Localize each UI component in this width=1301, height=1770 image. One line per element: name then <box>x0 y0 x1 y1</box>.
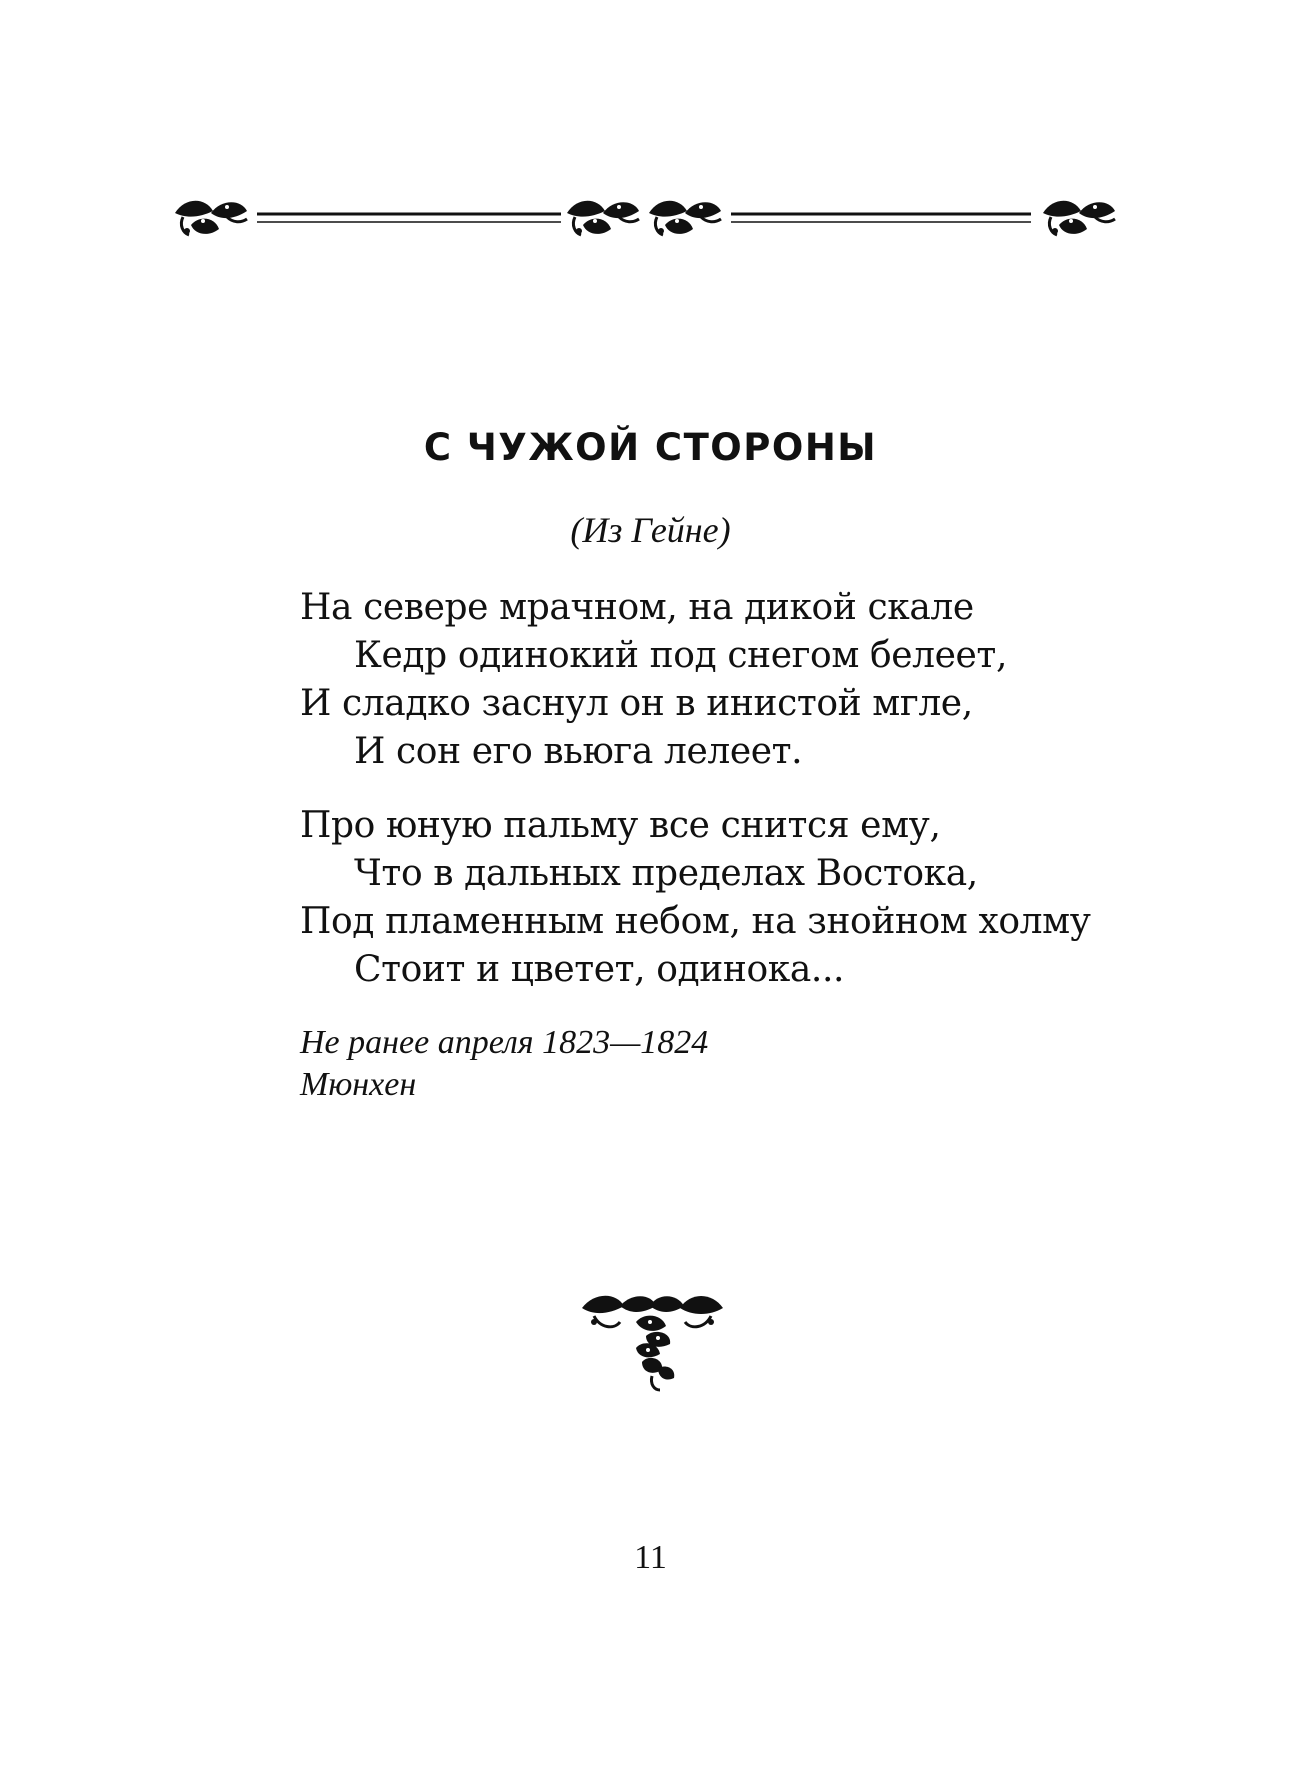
poem-line: Про юную пальму все снится ему, <box>300 805 941 846</box>
stanza-2 <box>300 802 1200 994</box>
poem-subtitle: (Из Гейне) <box>570 510 731 550</box>
floral-vignette-icon <box>580 1292 725 1392</box>
poem-line: И сон его вьюга лелеет. <box>354 731 803 772</box>
poem-line: Что в дальных пределах Востока, <box>354 853 978 894</box>
poem-date: Не ранее апреля 1823—1824 <box>300 1024 709 1061</box>
poem-line: Стоит и цветет, одинока... <box>354 949 845 990</box>
poem-line: Кедр одинокий под снегом белеет, <box>354 635 1007 676</box>
poem-line: На севере мрачном, на дикой скале <box>300 587 974 628</box>
stanza-1 <box>300 584 1200 776</box>
page-number: 11 <box>634 1539 667 1576</box>
header-ornament <box>175 195 1135 255</box>
poem-line: И сладко заснул он в инистой мгле, <box>300 683 973 724</box>
footer-ornament <box>580 1292 725 1392</box>
poem-place: Мюнхен <box>300 1066 417 1103</box>
poem-body <box>300 584 1200 1020</box>
poem-title: С ЧУЖОЙ СТОРОНЫ <box>423 426 878 469</box>
poem-line: Под пламенным небом, на знойном холму <box>300 901 1091 942</box>
floral-rule-icon <box>175 195 1135 255</box>
poem-dateline <box>300 1022 708 1106</box>
